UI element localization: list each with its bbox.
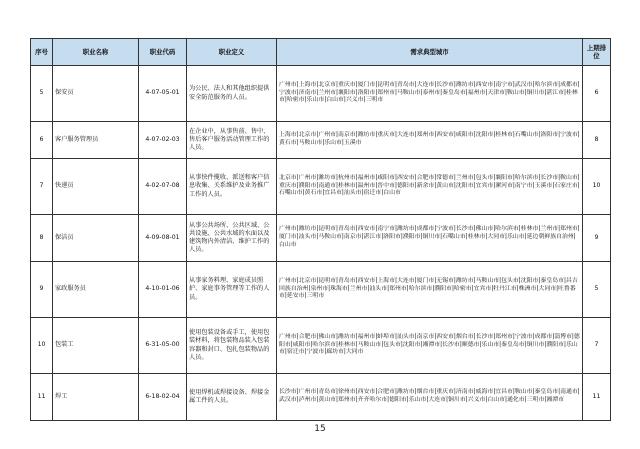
row-cities: 北京市|广州市|潍坊市|杭州市|福州市|咸阳市|西安市|合肥市|常德市|兰州市|包头市|襄阳市|哈尔滨市|长沙市|鞍山市|重庆市|濮阳市|南通市|桂林市|温州市|晋中市|德阳市|新余市|黄山市|沈阳市|宜宾市|漯河市|南宁市|玉溪市|石家庄市|石嘴山市|黄石市|宜昌市|汕头市|宿迁市|白山市 — [277, 159, 583, 215]
row-definition: 从事家务料理、家庭成员照护、家庭事务管理等工作的人员。 — [187, 262, 277, 318]
table-row — [31, 122, 611, 159]
row-code: 6-18-02-04 — [139, 374, 187, 421]
row-prev-rank: 5 — [583, 262, 611, 318]
row-definition: 从事公共场所、公共区域、公共设施、公共水域的水面以及建筑物内外清洁、维护工作的人员。 — [187, 215, 277, 262]
header-cities: 需求典型城市 — [277, 39, 583, 66]
row-code: 4-02-07-08 — [139, 159, 187, 215]
row-code: 4-07-05-01 — [139, 66, 187, 122]
row-definition: 使用包装设备或手工，使用包装材料，将包装物品装入包装容器和封口、包扎包装物品的人员。 — [187, 318, 277, 374]
table-row — [31, 318, 611, 374]
row-name: 包装工 — [53, 318, 139, 374]
row-definition: 为公民、法人和其他组织提供安全防范服务的人员。 — [187, 66, 277, 122]
table-header-row — [31, 39, 611, 66]
row-seq: 8 — [31, 215, 53, 262]
row-cities: 广州市|合肥市|佛山市|潍坊市|福州市|蚌埠市|汕头市|南京市|西安市|烟台市|长沙市|郑州市|宁波市|成都市|淄博市|德阳市|咸阳市|哈尔滨市|桂林市|马鞍山市|包头市|沈阳市|湘潭市|长沙市|顺德市|乐山市|秦皇岛市|铜川市|濮阳市|乐山市|宿迁市|宁波市|廊坊市|大同市 — [277, 318, 583, 374]
row-definition: 从事快件揽收、派送和客户信息收集、关系维护及业务推广工作的人员。 — [187, 159, 277, 215]
table-row — [31, 374, 611, 421]
row-cities: 广州市|上海市|北京市|重庆市|厦门市|昆明市|青岛市|大连市|长沙市|潍坊市|西安市|南宁市|武汉市|哈尔滨市|成都市|宁波市|济南市|兰州市|襄阳市|洛阳市|郑州市|马鞍山市|泰州市|秦皇岛市|福州市|天津市|鞍山市|铜川市|湛江市|桂林市|哈密市|乐山市|白山市|兴义市|三明市 — [277, 66, 583, 122]
row-prev-rank: 10 — [583, 159, 611, 215]
row-definition: 使用焊机或焊接设备、焊接金属工件的人员。 — [187, 374, 277, 421]
row-name: 焊工 — [53, 374, 139, 421]
row-cities: 广州市|北京市|昆明市|青岛市|西安市|上海市|大连市|厦门市|无锡市|潍坊市|马鞍山市|包头市|沈阳市|秦皇岛市|昌吉回族自治州|泉州市|珠海市|兰州市|汕头市|郑州市|哈尔滨市|濮阳市|哈密市|宜宾市|牡丹江市|株洲市|大同市|吐鲁番市|延安市|三明市 — [277, 262, 583, 318]
row-code: 6-31-05-00 — [139, 318, 187, 374]
row-definition: 在企业中，从事售前、售中、售后客户服务活动管理工作的人员。 — [187, 122, 277, 159]
row-name: 保安员 — [53, 66, 139, 122]
header-definition: 职业定义 — [187, 39, 277, 66]
row-name: 客户服务管理员 — [53, 122, 139, 159]
row-name: 保洁员 — [53, 215, 139, 262]
header-name: 职业名称 — [53, 39, 139, 66]
header-prev-rank: 上期排位 — [583, 39, 611, 66]
row-seq: 7 — [31, 159, 53, 215]
row-seq: 11 — [31, 374, 53, 421]
row-prev-rank: 8 — [583, 122, 611, 159]
page-number: 15 — [314, 424, 326, 434]
row-seq: 10 — [31, 318, 53, 374]
header-code: 职业代码 — [139, 39, 187, 66]
row-cities: 广州市|潍坊市|昆明市|青岛市|西安市|南宁市|潍坊市|成都市|宁波市|长沙市|佛山市|哈尔滨市|桂林市|兰州市|郑州市|厦门市|汕头市|马鞍山市|南京市|湛江市|洛阳市|濮阳市|铜川市|石嘴山市|桂林市|大同市|乐山市|延边朝鲜族自治州|白山市 — [277, 215, 583, 262]
row-prev-rank: 9 — [583, 215, 611, 262]
row-prev-rank: 11 — [583, 374, 611, 421]
row-prev-rank: 7 — [583, 318, 611, 374]
row-name: 快递员 — [53, 159, 139, 215]
table-row — [31, 262, 611, 318]
row-cities: 上海市|北京市|广州市|南京市|潍坊市|重庆市|大连市|郑州市|西安市|咸阳市|沈阳市|桂林市|石嘴山市|洛阳市|宁波市|黄石市|马鞍山市|乐山市|玉溪市 — [277, 122, 583, 159]
table-row — [31, 159, 611, 215]
row-code: 4-09-08-01 — [139, 215, 187, 262]
row-seq: 5 — [31, 66, 53, 122]
row-prev-rank: 6 — [583, 66, 611, 122]
table-row — [31, 66, 611, 122]
occupation-demand-table — [30, 38, 611, 421]
row-seq: 6 — [31, 122, 53, 159]
row-cities: 长沙市|广州市|青岛市|徐州市|西安市|合肥市|潍坊市|烟台市|重庆市|济南市|威海市|宜昌市|鞍山市|秦皇岛市|南通市|武汉市|泸州市|黄山市|郑州市|齐齐哈尔市|德阳市|乐山市|大连市|铜川市|兴义市|白山市|通化市|三明市|湘潭市 — [277, 374, 583, 421]
row-code: 4-10-01-06 — [139, 262, 187, 318]
row-seq: 9 — [31, 262, 53, 318]
header-seq: 序号 — [31, 39, 53, 66]
row-code: 4-07-02-03 — [139, 122, 187, 159]
table-row — [31, 215, 611, 262]
row-name: 家政服务员 — [53, 262, 139, 318]
